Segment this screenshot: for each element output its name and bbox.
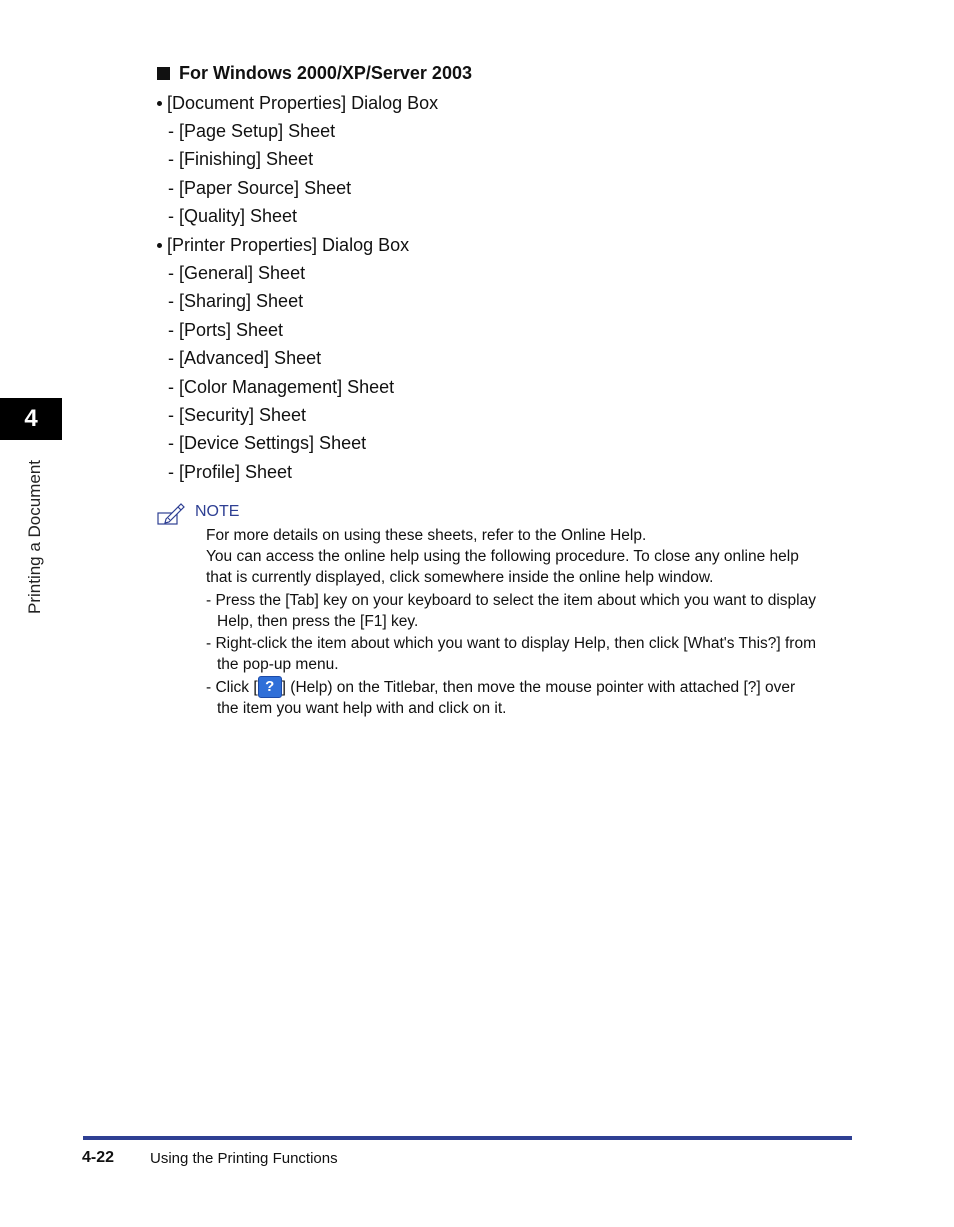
bullet-icon xyxy=(157,243,162,248)
note-line: You can access the online help using the following procedure. To close any online help xyxy=(206,548,799,565)
note-step-cont: the pop-up menu. xyxy=(217,656,339,673)
sub-item: - [Page Setup] Sheet xyxy=(168,121,336,141)
sub-item: - [Color Management] Sheet xyxy=(168,377,395,397)
chapter-title-vertical: Printing a Document xyxy=(25,459,44,615)
sub-item: - [General] Sheet xyxy=(168,263,306,283)
sub-item: - [Profile] Sheet xyxy=(168,462,293,482)
sub-item: - [Paper Source] Sheet xyxy=(168,178,352,198)
note-line: that is currently displayed, click somewhere inside the online help window. xyxy=(206,569,714,586)
note-label: NOTE xyxy=(195,503,240,520)
note-line: For more details on using these sheets, refer to the Online Help. xyxy=(206,527,647,544)
note-step-cont: Help, then press the [F1] key. xyxy=(217,613,419,630)
note-step: - Click [ ? ] (Help) on the Titlebar, then move the mouse pointer with attached [?] over xyxy=(206,678,796,697)
sub-item: - [Advanced] Sheet xyxy=(168,348,322,368)
note-step: - Right-click the item about which you want to display Help, then click [What's This?] from xyxy=(206,635,817,652)
list-item: [Document Properties] Dialog Box xyxy=(157,92,438,114)
sub-item: - [Sharing] Sheet xyxy=(168,291,304,311)
pencil-note-icon xyxy=(157,500,185,526)
footer-rule xyxy=(83,1136,852,1140)
square-bullet-icon xyxy=(157,67,170,80)
section-heading-text: For Windows 2000/XP/Server 2003 xyxy=(179,63,472,83)
section-heading xyxy=(157,63,472,84)
note-step: - Press the [Tab] key on your keyboard to select the item about which you want to display xyxy=(206,592,816,609)
sub-item: - [Device Settings] Sheet xyxy=(168,433,367,453)
list-item: [Printer Properties] Dialog Box xyxy=(157,234,409,256)
page-number: 4-22 xyxy=(82,1149,115,1166)
footer-title: Using the Printing Functions xyxy=(150,1150,338,1167)
sub-item: - [Quality] Sheet xyxy=(168,206,298,226)
help-button-icon: ? xyxy=(258,676,282,698)
sub-item: - [Security] Sheet xyxy=(168,405,307,425)
bullet-icon xyxy=(157,101,162,106)
chapter-tab: 4 xyxy=(0,398,62,440)
sub-item: - [Ports] Sheet xyxy=(168,320,284,340)
note-step-cont: the item you want help with and click on it. xyxy=(217,700,507,717)
sub-item: - [Finishing] Sheet xyxy=(168,149,314,169)
